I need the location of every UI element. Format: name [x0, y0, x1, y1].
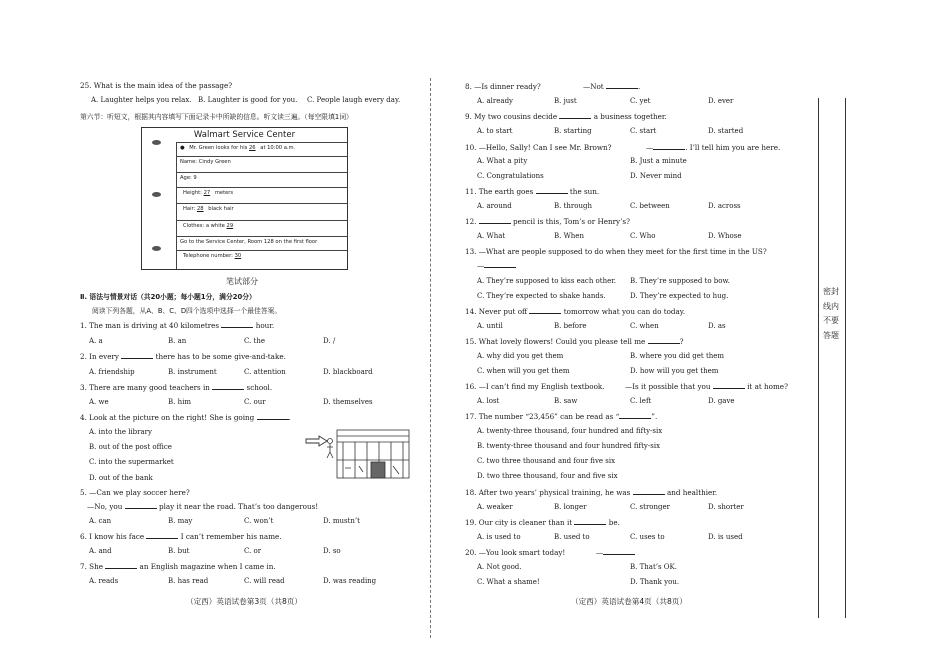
q16-option-b[interactable]: B. saw [554, 397, 578, 405]
q3-option-c[interactable]: C. our [244, 398, 266, 406]
q18-blank[interactable] [633, 488, 665, 495]
q4-option-a[interactable]: A. into the library [89, 428, 152, 436]
q12-option-c[interactable]: C. Who [630, 232, 656, 240]
q18-option-a[interactable]: A. weaker [477, 503, 513, 511]
q3-option-a[interactable]: A. we [89, 398, 109, 406]
q2-option-a[interactable]: A. friendship [89, 368, 135, 376]
blank-26[interactable]: 26 [249, 145, 256, 151]
q9-option-d[interactable]: D. started [708, 127, 744, 135]
q13-option-c[interactable]: C. They’re expected to shake hands. [477, 292, 606, 300]
q12-stem: 12. pencil is this, Tom’s or Henry’s? [465, 217, 630, 226]
record-card [141, 127, 348, 270]
q7-option-a[interactable]: A. reads [89, 577, 119, 585]
q6-stem: 6. I know his face I can’t remember his name. [80, 532, 282, 541]
q18-option-b[interactable]: B. longer [554, 503, 587, 511]
q20-response: — [596, 548, 635, 557]
q4-option-c[interactable]: C. into the supermarket [89, 458, 174, 466]
q7-option-c[interactable]: C. will read [244, 577, 285, 585]
record-card-title: Walmart Service Center [193, 130, 296, 140]
page-divider [430, 78, 431, 638]
arrow-icon [306, 436, 327, 446]
q14-option-a[interactable]: A. until [477, 322, 503, 330]
q5-option-a[interactable]: A. can [89, 517, 112, 525]
q12-option-a[interactable]: A. What [477, 232, 506, 240]
q6-option-c[interactable]: C. or [244, 547, 262, 555]
q5-blank[interactable] [125, 502, 157, 509]
q20-option-b[interactable]: B. That’s OK. [630, 563, 677, 571]
q3-option-d[interactable]: D. themselves [323, 398, 373, 406]
binding-hole [152, 140, 161, 145]
section6-instructions: 第六节：听短文，根据其内容填写下面记录卡中所缺的信息。听文读三遍。（每空限填1词） [80, 113, 353, 121]
q4-blank[interactable] [257, 413, 289, 420]
q25-stem: 25. What is the main idea of the passage? [80, 81, 233, 90]
record-row-clothes: Clothes: a white 29 [177, 220, 347, 232]
q9-option-c[interactable]: C. start [630, 127, 657, 135]
q17-option-a[interactable]: A. twenty-three thousand, four hundred and fifty-six [477, 427, 663, 435]
record-row-name: Name: Cindy Green [177, 156, 347, 168]
q8-option-c[interactable]: C. yet [630, 97, 651, 105]
q9-option-a[interactable]: A. to start [477, 127, 513, 135]
q12-blank[interactable] [479, 217, 511, 224]
q17-option-c[interactable]: C. two three thousand and four five six [477, 457, 616, 465]
q15-option-a[interactable]: A. why did you get them [477, 352, 564, 360]
q4-option-b[interactable]: B. out of the post office [89, 443, 172, 451]
q16-option-a[interactable]: A. lost [477, 397, 500, 405]
q3-blank[interactable] [212, 383, 244, 390]
record-row-height: Height: 27 meters [177, 187, 347, 199]
q1-stem: 1. The man is driving at 40 kilometres hour. [80, 321, 275, 330]
q16-stem: 16. —I can’t find my English textbook. [465, 382, 605, 391]
q25-option-c: C. People laugh every day. [307, 96, 401, 104]
q15-option-d[interactable]: D. how will you get them [630, 367, 719, 375]
q8-stem: 8. —Is dinner ready? [465, 82, 541, 91]
store-building-icon [337, 430, 409, 478]
q13-option-d[interactable]: D. They’re expected to hug. [630, 292, 729, 300]
q7-option-b[interactable]: B. has read [168, 577, 209, 585]
q13-option-b[interactable]: B. They’re supposed to bow. [630, 277, 730, 285]
q6-option-a[interactable]: A. and [89, 547, 112, 555]
right-page-footer: （定西）英语试卷第4页（共8页） [571, 597, 687, 606]
q18-stem: 18. After two years’ physical training, he was and healthier. [465, 488, 718, 497]
q18-option-d[interactable]: D. shorter [708, 503, 744, 511]
q11-blank[interactable] [536, 187, 568, 194]
section2-instructions: 阅读下列各题，从A、B、C、D四个选项中选择一个最佳答案。 [92, 307, 282, 315]
q15-option-c[interactable]: C. when will you get them [477, 367, 570, 375]
record-row-phone: Telephone number: 30 [177, 250, 347, 262]
q1-option-b[interactable]: B. an [168, 337, 187, 345]
q19-stem: 19. Our city is cleaner than it be. [465, 518, 620, 527]
q20-option-c[interactable]: C. What a shame! [477, 578, 540, 586]
q18-option-c[interactable]: C. stronger [630, 503, 671, 511]
q10-stem: 10. —Hello, Sally! Can I see Mr. Brown? [465, 143, 612, 152]
q20-option-d[interactable]: D. Thank you. [630, 578, 680, 586]
q7-stem: 7. She an English magazine when I came in. [80, 562, 276, 571]
q16-option-d[interactable]: D. gave [708, 397, 735, 405]
q2-option-b[interactable]: B. instrument [168, 368, 217, 376]
q13-blank[interactable] [484, 261, 516, 268]
q4-option-d[interactable]: D. out of the bank [89, 474, 153, 482]
q20-blank[interactable] [603, 548, 635, 555]
q1-option-d[interactable]: D. / [323, 337, 336, 345]
q2-option-c[interactable]: C. attention [244, 368, 286, 376]
q13-response: — [477, 261, 516, 270]
q10-option-a[interactable]: A. What a pity [477, 157, 528, 165]
q3-stem: 3. There are many good teachers in school. [80, 383, 273, 392]
q19-option-d[interactable]: D. is used [708, 533, 743, 541]
q14-option-b[interactable]: B. before [554, 322, 587, 330]
written-part-heading: 笔试部分 [226, 277, 258, 286]
blank-29[interactable]: 29 [226, 223, 234, 229]
q8-option-b[interactable]: B. just [554, 97, 577, 105]
q2-stem: 2. In every there has to be some give-and-take. [80, 352, 286, 361]
q10-option-c[interactable]: C. Congratulations [477, 172, 544, 180]
woman-figure-icon [327, 439, 333, 459]
q5-stem: 5. —Can we play soccer here? [80, 488, 190, 497]
q16-response: —Is it possible that you it at home? [625, 382, 788, 391]
q16-blank[interactable] [713, 382, 745, 389]
blank-28[interactable]: 28 [196, 206, 204, 212]
q17-stem: 17. The number “23,456” can be read as “ ”. [465, 412, 658, 421]
q20-stem: 20. —You look smart today! [465, 548, 566, 557]
q14-option-c[interactable]: C. when [630, 322, 659, 330]
q8-blank[interactable] [606, 82, 638, 89]
q9-stem: 9. My two cousins decide a business together. [465, 112, 667, 121]
section2-title: Ⅱ. 语法与情景对话（共20小题；每小题1分，满分20分） [80, 293, 256, 301]
q25-option-a: A. Laughter helps you relax. [91, 96, 192, 104]
building-picture [305, 428, 411, 480]
q19-option-a[interactable]: A. is used to [477, 533, 521, 541]
q1-blank[interactable] [221, 321, 253, 328]
q16-option-c[interactable]: C. left [630, 397, 652, 405]
q5-option-b[interactable]: B. may [168, 517, 193, 525]
record-row-hair: Hair: 28 black hair [177, 203, 347, 215]
q7-blank[interactable] [105, 562, 137, 569]
q6-option-d[interactable]: D. so [323, 547, 341, 555]
q3-option-b[interactable]: B. him [168, 398, 191, 406]
q15-option-b[interactable]: B. where you did get them [630, 352, 725, 360]
q10-response: — . I’ll tell him you are here. [646, 143, 781, 152]
q17-option-d[interactable]: D. two three thousand, four and five six [477, 472, 618, 480]
seal-line-note: 密封线内不要答题 [823, 287, 839, 340]
q8-option-d[interactable]: D. ever [708, 97, 734, 105]
q17-blank[interactable] [619, 412, 651, 419]
q11-option-c[interactable]: C. between [630, 202, 670, 210]
q10-option-d[interactable]: D. Never mind [630, 172, 682, 180]
q19-option-b[interactable]: B. used to [554, 533, 590, 541]
q11-stem: 11. The earth goes the sun. [465, 187, 600, 196]
binding-hole [152, 246, 161, 251]
blank-27[interactable]: 27 [203, 190, 211, 196]
q5-option-d[interactable]: D. mustn’t [323, 517, 360, 525]
q12-option-d[interactable]: D. Whose [708, 232, 742, 240]
blank-30[interactable]: 30 [234, 253, 242, 259]
q15-blank[interactable] [648, 337, 680, 344]
q6-option-b[interactable]: B. but [168, 547, 190, 555]
binding-hole [152, 192, 161, 197]
q20-option-a[interactable]: A. Not good. [477, 563, 522, 571]
q13-stem: 13. —What are people supposed to do when they meet for the first time in the US? [465, 247, 767, 256]
q14-stem: 14. Never put off tomorrow what you can do today. [465, 307, 686, 316]
q11-option-a[interactable]: A. around [477, 202, 512, 210]
q12-option-b[interactable]: B. When [554, 232, 584, 240]
q5-response: —No, you play it near the road. That’s too dangerous! [87, 502, 319, 511]
q10-blank[interactable] [653, 143, 685, 150]
left-page-footer: （定西）英语试卷第3页（共8页） [186, 597, 302, 606]
q9-blank[interactable] [559, 112, 591, 119]
q13-option-a[interactable]: A. They’re supposed to kiss each other. [477, 277, 617, 285]
q11-option-b[interactable]: B. through [554, 202, 592, 210]
q7-option-d[interactable]: D. was reading [323, 577, 377, 585]
q8-option-a[interactable]: A. already [477, 97, 514, 105]
record-row-age: Age: 9 [177, 172, 347, 184]
q14-blank[interactable] [529, 307, 561, 314]
binding-margin [818, 98, 846, 618]
q11-option-d[interactable]: D. across [708, 202, 741, 210]
q10-option-b[interactable]: B. Just a minute [630, 157, 687, 165]
q4-stem: 4. Look at the picture on the right! She is going . [80, 413, 291, 422]
q2-option-d[interactable]: D. blackboard [323, 368, 373, 376]
q19-option-c[interactable]: C. uses to [630, 533, 665, 541]
record-row-service: Go to the Service Center, Room 128 on the first floor [177, 236, 347, 248]
q2-blank[interactable] [121, 352, 153, 359]
q8-response: —Not . [583, 82, 641, 91]
q14-option-d[interactable]: D. as [708, 322, 726, 330]
q15-stem: 15. What lovely flowers! Could you please tell me ? [465, 337, 684, 346]
q17-option-b[interactable]: B. twenty-three thousand and four hundred fifty-six [477, 442, 661, 450]
q9-option-b[interactable]: B. starting [554, 127, 592, 135]
q19-blank[interactable] [574, 518, 606, 525]
record-row-1: ● Mr. Green looks for his 26 at 10:00 a.m. [177, 142, 347, 154]
q1-option-a[interactable]: A. a [89, 337, 103, 345]
q1-option-c[interactable]: C. the [244, 337, 266, 345]
q6-blank[interactable] [146, 532, 178, 539]
q5-option-c[interactable]: C. won’t [244, 517, 274, 525]
q25-option-b: B. Laughter is good for you. [198, 96, 298, 104]
